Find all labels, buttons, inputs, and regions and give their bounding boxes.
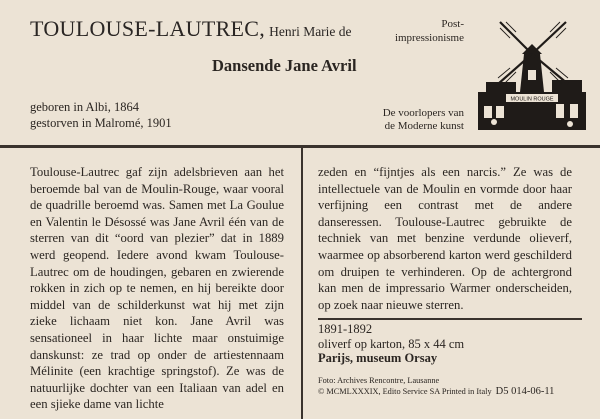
body-paragraph-1: Toulouse-Lautrec gaf zijn adelsbrieven aan het beroemde bal van de Moulin-Rouge, waar vooral de quadrille beroemd was. Samen met La Goulue en Valentin le Désossé was Jane Avril één van de sterren van dit “oord van plezier” dat in 1889 werd geopend. Iedere avond kwam Toulouse-Lautrec om de houdingen, gebaren en zwierende rokken in zich op te nemen, en hij bereikte door middel van de schilderkunst wat hij met zijn zieke lichaam niet kon. Jane Avril was sensationeel in haar lichte maar onstuimige danskunst: ze trad op onder de artiestennaam Mélinite (een krachtige springstof). Ze was de natuurlijke dochter van een Italiaan van adel en een sjieke dame van lichte <box>30 165 284 412</box>
death-info: gestorven in Malromé, 1901 <box>30 115 172 130</box>
credits <box>318 375 554 397</box>
series-line-2: de Moderne kunst <box>384 120 464 132</box>
series-name <box>334 107 464 133</box>
artist-name <box>30 16 352 42</box>
moulin-rouge-sign: MOULIN ROUGE <box>510 96 554 103</box>
body-text-column-2 <box>318 164 572 313</box>
movement-line-1: Post- <box>441 18 464 30</box>
birth-info: geboren in Albi, 1864 <box>30 100 140 114</box>
artwork-info <box>318 322 464 366</box>
moulin-rouge-windmill-icon <box>476 14 588 132</box>
artwork-location: Parijs, museum Orsay <box>318 351 438 365</box>
art-movement <box>364 17 464 45</box>
info-divider <box>318 318 582 320</box>
artist-surname: TOULOUSE-LAUTREC, <box>30 16 266 41</box>
artist-given-names: Henri Marie de <box>269 24 352 39</box>
movement-line-2: impressionisme <box>394 32 464 44</box>
copyright-line: © MCMLXXXIX, Edito Service SA Printed in Italy <box>318 387 492 396</box>
artist-bio <box>30 100 172 131</box>
photo-credit: Foto: Archives Rencontre, Lausanne <box>318 376 440 385</box>
body-text-column-1 <box>30 164 284 413</box>
artwork-medium: oliverf op karton, 85 x 44 cm <box>318 336 465 351</box>
column-divider <box>301 148 303 419</box>
card-code: D5 014-06-11 <box>495 386 555 397</box>
header-divider <box>0 145 600 148</box>
artwork-date: 1891-1892 <box>318 322 373 336</box>
body-paragraph-2: zeden en “fijntjes als een narcis.” Ze was de intellectuele van de Moulin en vormde door haar verfijning een contrast met de andere danseressen. Toulouse-Lautrec gebruikte de techniek van met benzine verdunde olieverf, waarmee op absorberend karton werd geschilderd om druipen te verhinderen. Op de achtergrond kan men de impressario Warmer onderscheiden, op zoek naar nieuwe sterren. <box>318 165 572 312</box>
series-line-1: De voorlopers van <box>382 107 464 119</box>
artwork-title: Dansende Jane Avril <box>212 56 357 75</box>
